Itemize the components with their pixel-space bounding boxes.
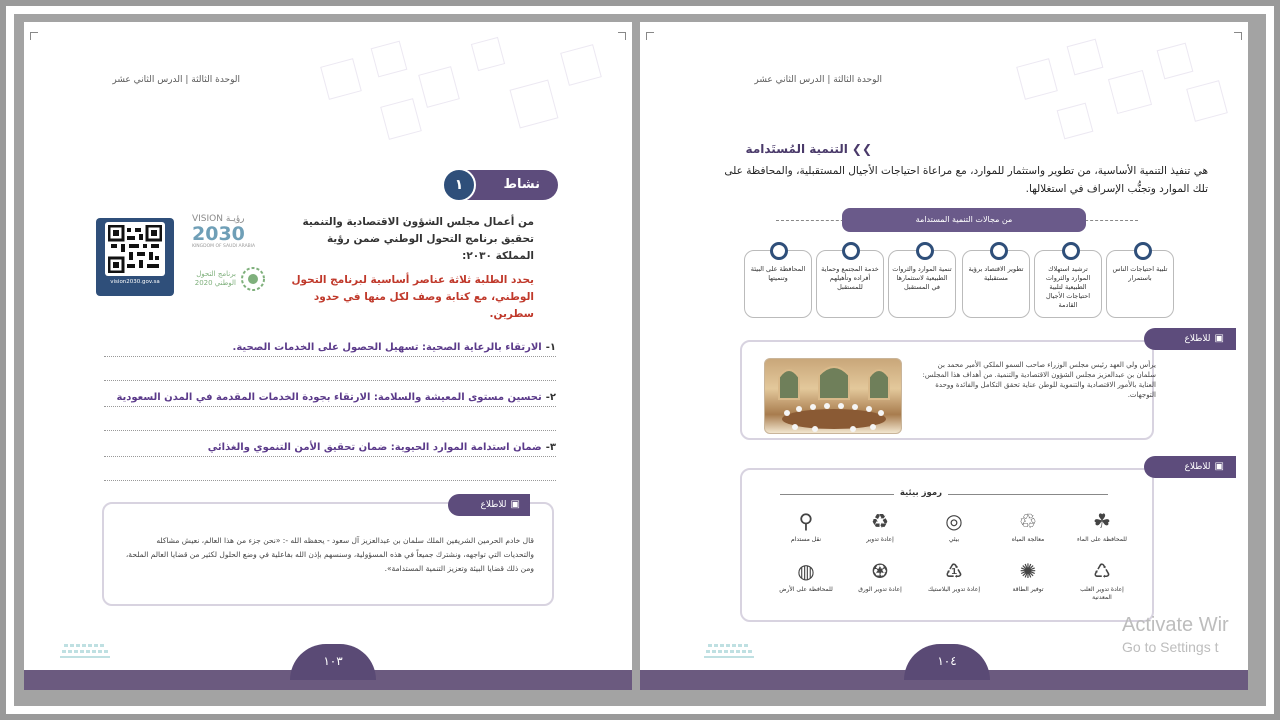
page-left[interactable] xyxy=(24,22,632,690)
transformation-program-logo xyxy=(186,266,266,294)
node-marker xyxy=(770,242,788,260)
council-photo[interactable] xyxy=(764,358,902,434)
symbol-label: إعادة تدوير الورق xyxy=(858,586,902,593)
news-text: يرأس ولي العهد رئيس مجلس الوزراء صاحب السمو الملكي الأمير محمد بن سلمان بن عبدالعزيز مجلس الشؤون الاقتصادية والتنمية. من أهداف هذا المجلس: العناية بالأمور الاقتصادية والتنموية للوطن عناية تحقق التكامل والفائدة ووحدة التوجهات. xyxy=(922,361,1156,399)
area-card: خدمة المجتمع وحماية أفراده وتأهيلهم للمستقبل xyxy=(816,250,884,318)
vision-logo-text: VISION رؤيـة xyxy=(192,214,245,224)
vision-logo-year: 2030 xyxy=(192,223,245,245)
node-marker xyxy=(1062,242,1080,260)
watermark-line-2: Go to Settings t xyxy=(1122,639,1219,655)
windows-activation-watermark xyxy=(1122,612,1229,656)
activity-label: نشاط xyxy=(462,170,558,200)
info-tab xyxy=(448,494,530,516)
answer-row[interactable] xyxy=(104,342,556,392)
symbols-tab-label: للاطلاع xyxy=(1184,462,1211,472)
reading-icon: ▣ xyxy=(1214,333,1224,344)
symbol-item xyxy=(1072,508,1132,544)
symbol-item xyxy=(850,558,910,594)
ministry-logo-icon xyxy=(702,642,762,664)
decorative-square xyxy=(510,80,559,129)
info-text: قال خادم الحرمين الشريفين الملك سلمان بن عبدالعزيز آل سعود - يحفظه الله -: «نحن جزء من هذا العالم، نعيش مشاكله والتحديات التي تواجهه، ونشترك جميعاً في هذه المسؤولية، وسنسهم بإذن الله بفاعلية في وضع الحلول لكثير من قضايا العالم الملحة، ومن ذلك قضايا البيئة وتعزيز التنمية المستدامة». xyxy=(125,536,534,573)
reading-icon: ▣ xyxy=(1214,461,1224,472)
ministry-logo-icon xyxy=(58,642,118,664)
decorative-square xyxy=(320,58,362,100)
crop-mark xyxy=(30,32,38,40)
page-number: ١٠٣ xyxy=(290,644,376,680)
answer-text: تحسين مستوى المعيشة والسلامة: الارتقاء بجودة الخدمات المقدمة في المدن السعودية xyxy=(116,392,542,403)
symbol-label: معالجة المياه xyxy=(1011,536,1045,543)
qr-code-icon xyxy=(108,225,162,273)
hand-leaf-icon: ☘ xyxy=(1093,509,1111,533)
dotted-line xyxy=(104,456,556,457)
running-head: الوحدة الثالثة | الدرس الثاني عشر xyxy=(754,75,882,85)
bulb-icon: ✺ xyxy=(1019,559,1037,583)
program-emblem-icon xyxy=(240,266,266,292)
decorative-square xyxy=(471,37,505,71)
crop-mark xyxy=(618,32,626,40)
page-number: ١٠٤ xyxy=(904,644,990,680)
section-title-text: التنمية المُستَدامة xyxy=(745,142,848,156)
node-marker xyxy=(990,242,1008,260)
section-title xyxy=(746,142,872,156)
metal-recycle-icon: ♺ xyxy=(1093,559,1111,583)
crop-mark xyxy=(1234,32,1242,40)
symbol-label: للمحافظة على الماء xyxy=(1077,536,1127,543)
dotted-line xyxy=(104,406,556,407)
symbols-tab xyxy=(1144,456,1236,478)
activity-number: ١ xyxy=(442,168,476,202)
symbol-item xyxy=(998,508,1058,544)
decorative-square xyxy=(1016,58,1058,100)
answer-row[interactable] xyxy=(104,392,556,442)
news-tab xyxy=(1144,328,1236,350)
answer-number: ١- xyxy=(545,342,556,353)
definition: هي تنفيذ التنمية الأساسية، من تطوير واستثمار للموارد، مع مراعاة احتياجات الأجيال المستقبلية، والمحافظة على تلك الموارد وتجنُّب الإسراف في استغلالها. xyxy=(724,165,1208,195)
answer-text: ضمان استدامة الموارد الحيوية: ضمان تحقيق الأمن التنموي والغذائي xyxy=(207,442,542,453)
decorative-square xyxy=(418,66,460,108)
activity-task: يحدد الطلبة ثلاثة عناصر أساسية لبرنامج التحول الوطني، مع كتابة وصف لكل منها في حدود سطرين. xyxy=(291,274,534,320)
qr-url[interactable]: vision2030.gov.sa xyxy=(110,279,160,285)
bicycle-icon: ⚲ xyxy=(798,509,814,533)
decorative-square xyxy=(560,44,602,86)
symbol-item xyxy=(1072,558,1132,602)
answer-row[interactable] xyxy=(104,442,556,492)
chevron-icon: ❯❯ xyxy=(851,142,872,156)
decorative-square xyxy=(1157,43,1194,80)
symbol-label: للمحافظة على الأرض xyxy=(779,586,833,593)
program-logo-text: برنامج التحول الوطني 2020 xyxy=(194,270,236,287)
node-marker xyxy=(916,242,934,260)
answers-list xyxy=(104,342,556,492)
qr-code-card[interactable] xyxy=(96,218,174,296)
paper-recycle-icon: ♼ xyxy=(871,559,889,583)
qr-code xyxy=(105,222,165,276)
decorative-square xyxy=(371,41,408,78)
vision-logo-kingdom: KINGDOM OF SAUDI ARABIA xyxy=(192,244,256,249)
globe-hands-icon: ◍ xyxy=(797,559,815,583)
plastic-recycle-icon: ♳ xyxy=(945,559,963,583)
symbol-item xyxy=(998,558,1058,594)
page-right[interactable] xyxy=(640,22,1248,690)
area-card: المحافظة على البيئة وتنميتها xyxy=(744,250,812,318)
eco-circle-icon: ◎ xyxy=(945,509,963,533)
info-box xyxy=(102,499,554,606)
symbol-label: إعادة تدوير البلاستيك xyxy=(928,586,980,593)
area-card: تلبية احتياجات الناس باستمرار xyxy=(1106,250,1174,318)
meeting-hall-illustration xyxy=(765,359,902,434)
info-tab-label: للاطلاع xyxy=(480,500,507,510)
decorative-square xyxy=(1108,70,1152,114)
reading-icon: ▣ xyxy=(510,499,520,510)
news-tab-label: للاطلاع xyxy=(1184,334,1211,344)
symbol-item xyxy=(924,508,984,544)
symbol-item xyxy=(776,558,836,594)
crop-mark xyxy=(646,32,654,40)
symbol-label: نقل مستدام xyxy=(790,536,822,543)
symbols-title: رموز بيئية xyxy=(894,488,948,498)
dotted-line xyxy=(104,430,556,431)
decorative-square xyxy=(1057,103,1094,140)
symbol-label: بيئي xyxy=(948,536,960,543)
symbol-item xyxy=(776,508,836,544)
vision-2030-logo xyxy=(192,214,266,258)
area-card: ترشيد استهلاك الموارد والثروات الطبيعية لتلبية احتياجات الأجيال القادمة xyxy=(1034,250,1102,318)
symbol-label: إعادة تدوير xyxy=(866,536,894,543)
symbol-item xyxy=(924,558,984,594)
decorative-square xyxy=(1186,80,1228,122)
dotted-line xyxy=(104,480,556,481)
areas-title: من مجالات التنمية المستدامة xyxy=(842,208,1086,232)
running-head: الوحدة الثالثة | الدرس الثاني عشر xyxy=(112,75,240,85)
symbol-label: إعادة تدوير العلب المعدنية xyxy=(1080,586,1124,601)
water-recycle-icon: ♲ xyxy=(1019,509,1037,533)
dotted-line xyxy=(104,356,556,357)
symbol-label: توفير الطاقة xyxy=(1012,586,1044,593)
node-marker xyxy=(1134,242,1152,260)
answer-number: ٢- xyxy=(545,392,556,403)
area-card: تطوير الاقتصاد برؤية مستقبلية xyxy=(962,250,1030,318)
recycle-icon: ♻ xyxy=(871,509,889,533)
activity-intro: من أعمال مجلس الشؤون الاقتصادية والتنمية تحقيق برنامج التحول الوطني ضمن رؤية المملكة ٢٠٣٠: xyxy=(302,216,534,262)
answer-text: الارتقاء بالرعاية الصحية: تسهيل الحصول على الخدمات الصحية. xyxy=(232,342,542,353)
answer-number: ٣- xyxy=(545,442,556,453)
watermark-line-1: Activate Wir xyxy=(1122,614,1229,636)
decorative-square xyxy=(1067,39,1104,76)
dotted-line xyxy=(104,380,556,381)
node-marker xyxy=(842,242,860,260)
decorative-square xyxy=(380,98,422,140)
symbol-item xyxy=(850,508,910,544)
area-card: تنمية الموارد والثروات الطبيعية لاستثمارها في المستقبل xyxy=(888,250,956,318)
